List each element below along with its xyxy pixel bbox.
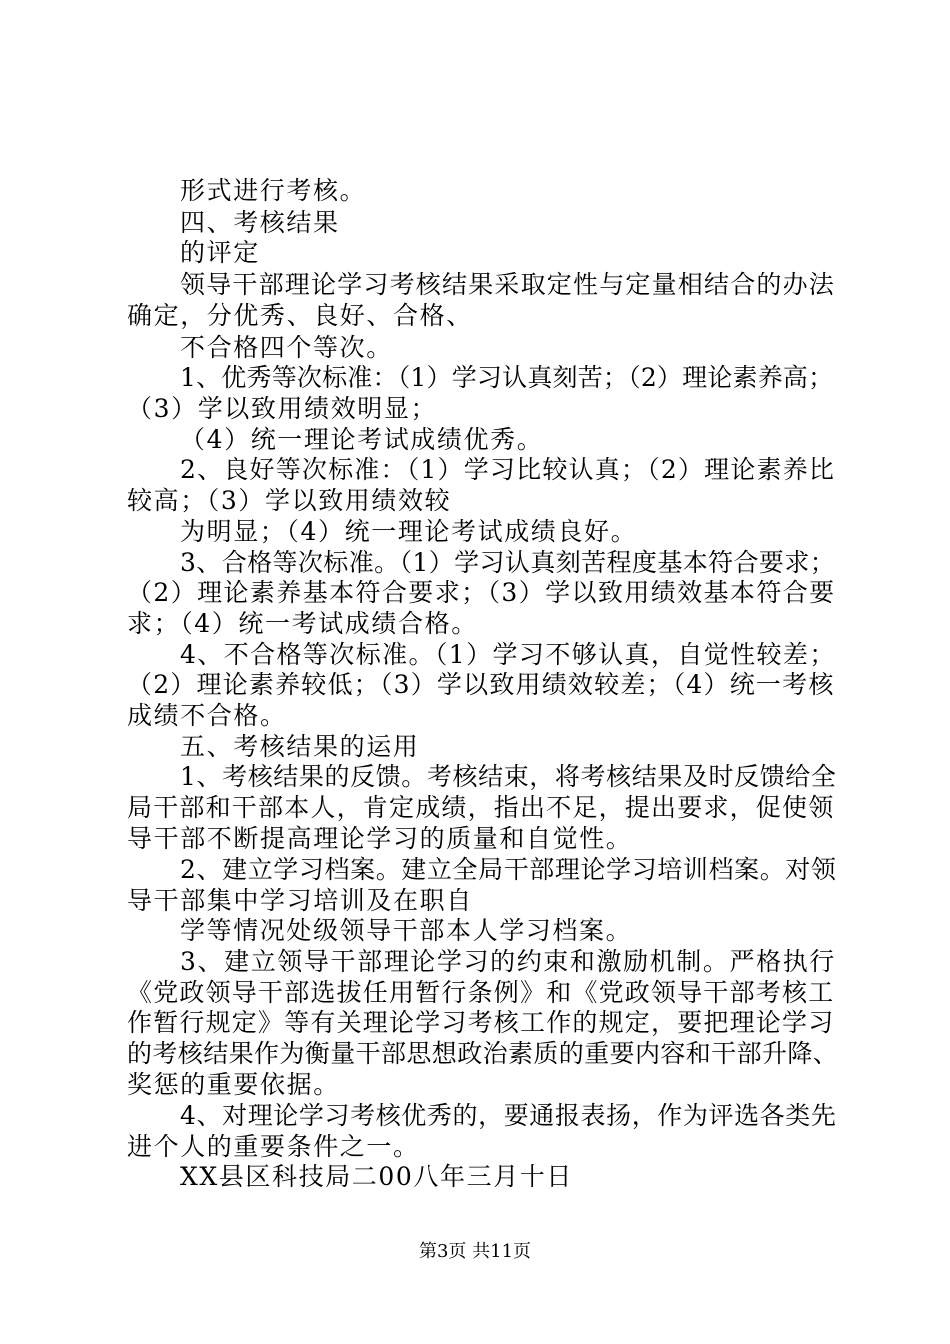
text-line: 导干部集中学习培训及在职自 [127,886,473,915]
text-line: 形式进行考核。 [180,176,367,205]
text-line: 领导干部理论学习考核结果采取定性与定量相结合的办法 [180,270,836,299]
text-line: 的考核结果作为衡量干部思想政治素质的重要内容和干部升降、 [127,1039,839,1068]
text-line: 作暂行规定》等有关理论学习考核工作的规定，要把理论学习 [127,1008,835,1037]
text-line: 1、考核结果的反馈。考核结束，将考核结果及时反馈给全 [180,762,837,791]
text-line: 奖惩的重要依据。 [127,1070,340,1099]
text-line: （4）统一理论考试成绩优秀。 [180,425,544,454]
section-heading: 四、考核结果 [180,208,340,237]
text-line: 4、对理论学习考核优秀的，要通报表扬，作为评选各类先 [180,1101,837,1130]
text-line: 进个人的重要条件之一。 [127,1132,420,1161]
text-line: 不合格四个等次。 [180,333,393,362]
section-heading: 五、考核结果的运用 [180,732,420,761]
text-line: 确定，分优秀、良好、合格、 [127,301,473,330]
text-line: 的评定 [180,238,260,267]
text-line: 局干部和干部本人，肯定成绩，指出不足，提出要求，促使领 [127,793,835,822]
text-line: 2、建立学习档案。建立全局干部理论学习培训档案。对领 [180,855,837,884]
text-line: 3、合格等次标准。（1）学习认真刻苦程度基本符合要求； [180,548,836,577]
text-line: 学等情况处级领导干部本人学习档案。 [180,916,633,945]
text-line: （2）理论素养较低；（3）学以致用绩效较差；（4）统一考核 [127,670,835,699]
text-line: 《党政领导干部选拔任用暂行条例》和《党政领导干部考核工 [127,978,835,1007]
page-number-footer: 第3页 共11页 [418,1241,532,1262]
text-line: 2、良好等次标准：（1）学习比较认真；（2）理论素养比 [180,455,836,484]
text-line: 成绩不合格。 [127,701,287,730]
text-line: （2）理论素养基本符合要求；（3）学以致用绩效基本符合要 [127,578,836,607]
text-line: 1、优秀等次标准：（1）学习认真刻苦；（2）理论素养高； [180,363,834,392]
text-line: 较高；（3）学以致用绩效较 [127,486,452,515]
text-line: 导干部不断提高理论学习的质量和自觉性。 [127,824,633,853]
text-line: （3）学以致用绩效明显； [127,394,438,423]
text-line: 为明显；（4）统一理论考试成绩良好。 [180,517,638,546]
text-line: 3、建立领导干部理论学习的约束和激励机制。严格执行 [180,947,836,976]
signature-date-line: XX县区科技局二00八年三月十日 [180,1162,574,1191]
text-line: 4、不合格等次标准。（1）学习不够认真，自觉性较差； [180,640,836,669]
text-line: 求；（4）统一考试成绩合格。 [127,609,478,638]
